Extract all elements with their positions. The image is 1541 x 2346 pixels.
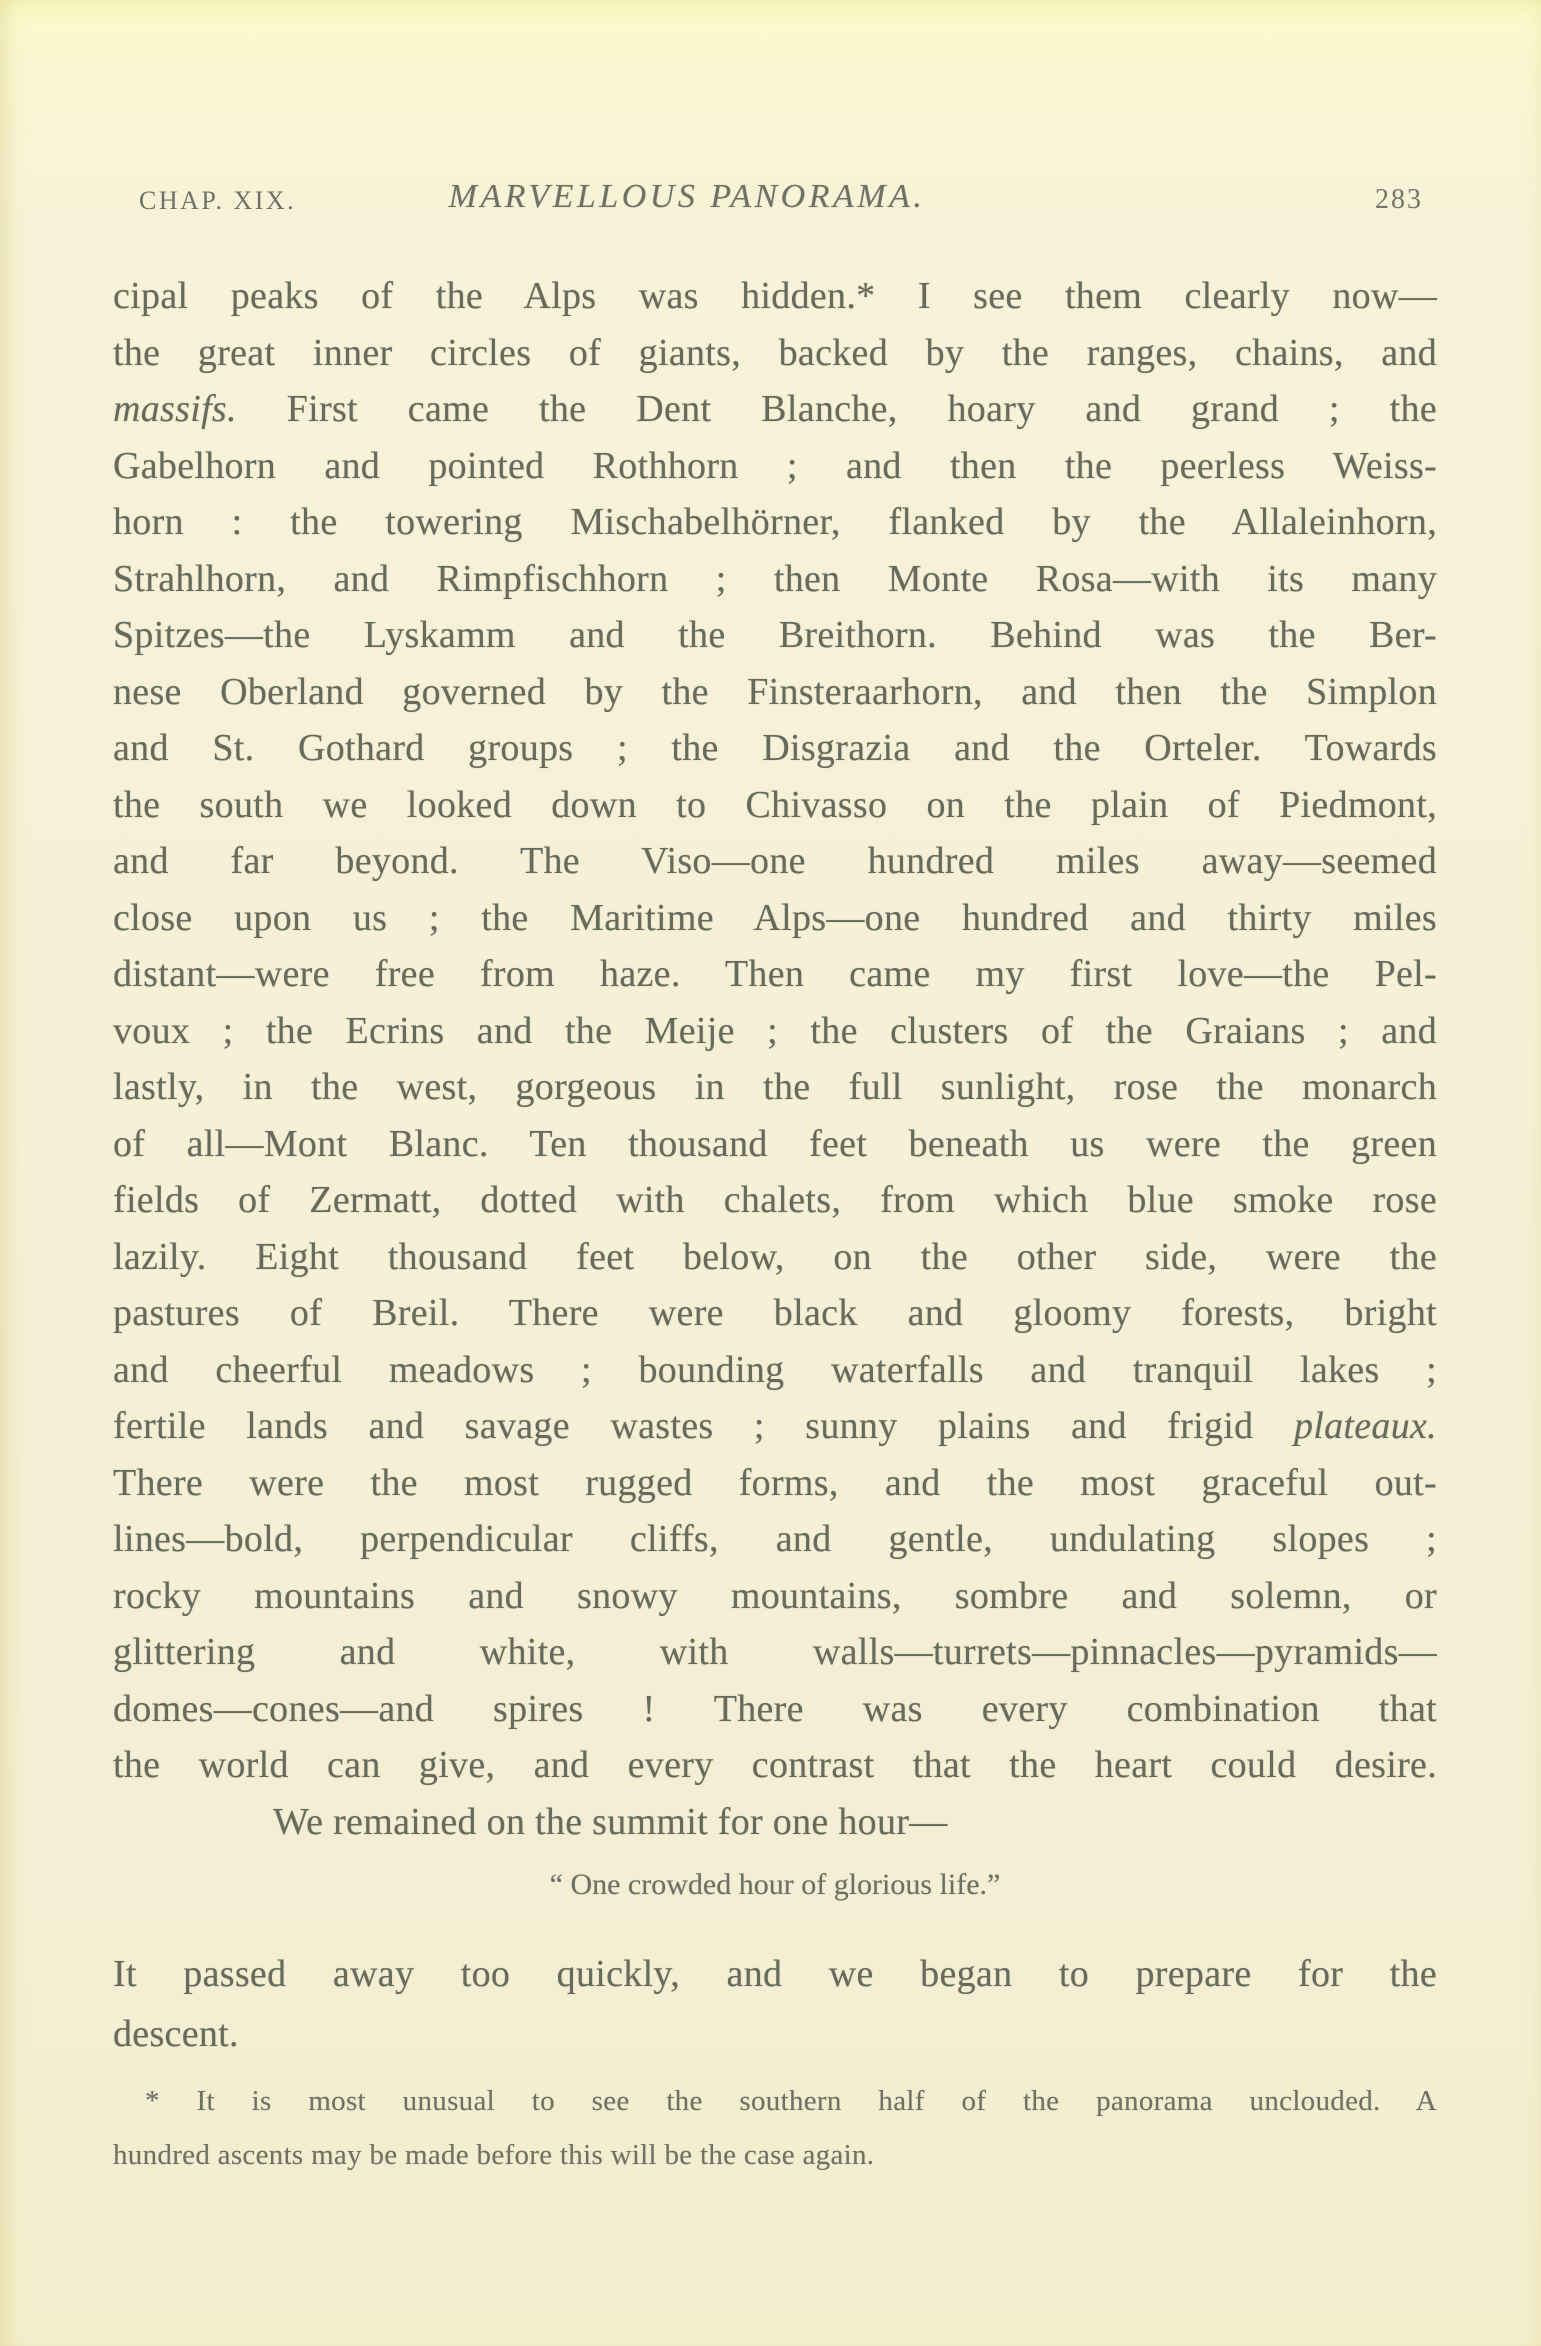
footnote — [113, 2074, 1437, 2182]
text-line: pastures of Breil. There were black and gloomy forests, bright — [113, 1292, 1437, 1334]
text-line: There were the most rugged forms, and the most graceful out- — [113, 1461, 1437, 1504]
text-line: the south we looked down to Chivasso on the plain of Piedmont, — [113, 783, 1437, 826]
text-line: rocky mountains and snowy mountains, sombre and solemn, or — [113, 1574, 1437, 1617]
text-line: Gabelhorn and pointed Rothhorn ; and then the peerless Weiss- — [113, 444, 1437, 487]
text-line: Strahlhorn, and Rimpfischhorn ; then Monte Rosa—with its many — [113, 557, 1437, 600]
text-line: the world can give, and every contrast that the heart could desire. — [113, 1744, 1437, 1786]
text-line: glittering and white, with walls—turrets—pinnacles—pyramids— — [113, 1631, 1437, 1673]
text-line: voux ; the Ecrins and the Meije ; the clusters of the Graians ; and — [113, 1009, 1437, 1052]
main-paragraph — [113, 268, 1437, 1794]
text-block — [113, 268, 1437, 2182]
text-line: the great inner circles of giants, backed by the ranges, chains, and — [113, 331, 1437, 374]
text-line: cipal peaks of the Alps was hidden.* I see them clearly now— — [113, 275, 1437, 317]
text-line: domes—cones—and spires ! There was every combination that — [113, 1687, 1437, 1730]
text-line: fertile lands and savage wastes ; sunny plains and frigid plateaux. — [113, 1405, 1437, 1447]
text-line: fields of Zermatt, dotted with chalets, from which blue smoke rose — [113, 1179, 1437, 1221]
text-line: of all—Mont Blanc. Ten thousand feet beneath us were the green — [113, 1122, 1437, 1165]
text-line: lastly, in the west, gorgeous in the full sunlight, rose the monarch — [113, 1066, 1437, 1108]
text-line: descent. — [113, 2013, 239, 2055]
chapter-label: CHAP. XIX. — [139, 186, 297, 215]
text-line: hundred ascents may be made before this will be the case again. — [113, 2139, 875, 2171]
text-line: and St. Gothard groups ; the Disgrazia and the Orteler. Towards — [113, 727, 1437, 769]
page-number: 283 — [1375, 184, 1423, 215]
text-line: massifs. First came the Dent Blanche, hoary and grand ; the — [113, 388, 1437, 430]
closing-paragraph — [113, 1944, 1437, 2064]
text-line: nese Oberland governed by the Finsteraarhorn, and then the Simplon — [113, 670, 1437, 713]
text-line: lines—bold, perpendicular cliffs, and gentle, undulating slopes ; — [113, 1518, 1437, 1560]
text-line: It passed away too quickly, and we began to prepare for the — [113, 1953, 1437, 1995]
text-line: distant—were free from haze. Then came my first love—the Pel- — [113, 953, 1437, 995]
text-line: lazily. Eight thousand feet below, on the other side, were the — [113, 1235, 1437, 1278]
text-line: horn : the towering Mischabelhörner, flanked by the Allaleinhorn, — [113, 501, 1437, 543]
text-line: Spitzes—the Lyskamm and the Breithorn. Behind was the Ber- — [113, 614, 1437, 656]
text-line: * It is most unusual to see the southern half of the panorama unclouded. A — [145, 2085, 1437, 2117]
text-line: close upon us ; the Maritime Alps—one hundred and thirty miles — [113, 896, 1437, 939]
text-line: and far beyond. The Viso—one hundred miles away—seemed — [113, 840, 1437, 882]
verse-quote: “ One crowded hour of glorious life.” — [549, 1868, 1001, 1901]
page-title: MARVELLOUS PANORAMA. — [448, 178, 926, 215]
text-line: and cheerful meadows ; bounding waterfalls and tranquil lakes ; — [113, 1348, 1437, 1391]
summit-paragraph-line: We remained on the summit for one hour— — [273, 1800, 948, 1843]
running-head — [113, 170, 1437, 216]
